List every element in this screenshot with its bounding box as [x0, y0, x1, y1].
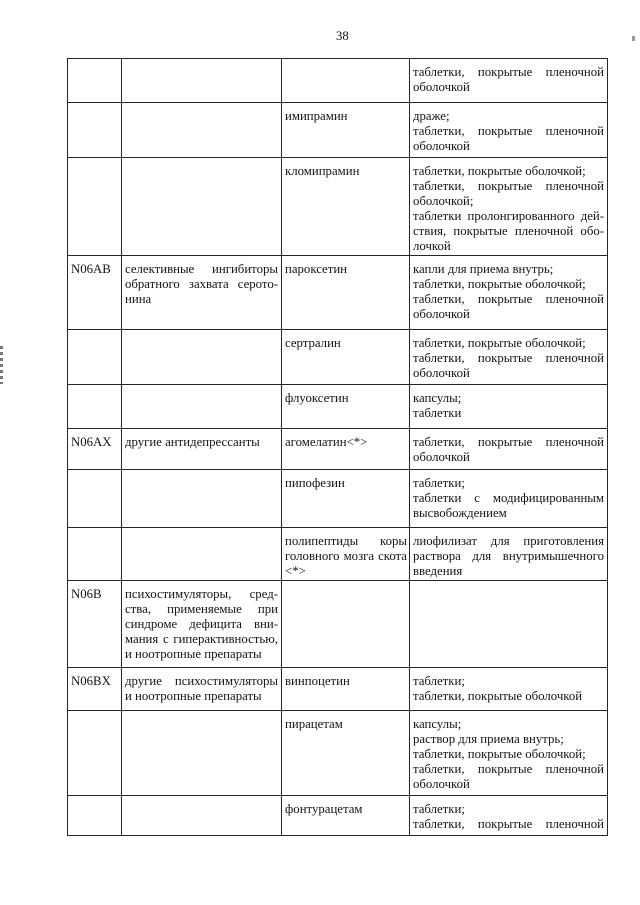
- dosage-forms-cell: [410, 256, 608, 330]
- drug-name-paragraph: [285, 674, 407, 689]
- group-name-cell: [122, 103, 282, 158]
- dosage-forms-paragraph: [413, 65, 604, 95]
- dosage-forms-paragraph: [413, 351, 604, 381]
- drug-name-text-line: пипофезин: [285, 476, 345, 490]
- dosage-forms-cell: [410, 103, 608, 158]
- atc-code-paragraph: [71, 435, 118, 450]
- dosage-forms-text-line: таблетки, покрытые пленочной: [413, 123, 604, 138]
- drug-table: [67, 58, 608, 836]
- dosage-forms-text-line: таблетки, покрытые пленочной: [413, 761, 604, 776]
- drug-name-text-line: кломипрамин: [285, 164, 360, 178]
- dosage-forms-text-line: таблетки, покрытые оболочкой;: [413, 164, 586, 178]
- drug-name-paragraph: [285, 109, 407, 124]
- table-row: [68, 429, 608, 470]
- drug-name-paragraph: [285, 391, 407, 406]
- atc-code-cell: [68, 796, 122, 836]
- dosage-forms-paragraph: [413, 689, 604, 704]
- atc-code-cell: [68, 528, 122, 581]
- drug-name-cell: [282, 668, 410, 711]
- dosage-forms-text-line: таблетки, покрытые пленочной: [413, 350, 604, 365]
- dosage-forms-paragraph: [413, 674, 604, 689]
- dosage-forms-text-line: таблетки, покрытые оболочкой: [413, 688, 583, 703]
- dosage-forms-paragraph: [413, 435, 604, 465]
- dosage-forms-text-line: таблетки пролонгированного дей-: [413, 208, 604, 223]
- table-row: [68, 59, 608, 103]
- table-body: [68, 59, 608, 836]
- drug-name-paragraph: [285, 476, 407, 491]
- group-name-cell: [122, 668, 282, 711]
- dosage-forms-text-line: драже;: [413, 109, 450, 123]
- dosage-forms-text-line: введения: [413, 563, 463, 578]
- dosage-forms-paragraph: [413, 124, 604, 154]
- table-row: [68, 711, 608, 796]
- dosage-forms-paragraph: [413, 747, 604, 762]
- drug-name-cell: [282, 528, 410, 581]
- dosage-forms-text-line: таблетки, покрытые оболочкой;: [413, 336, 586, 350]
- dosage-forms-text-line: таблетки, покрытые оболочкой;: [413, 276, 586, 291]
- dosage-forms-cell: [410, 158, 608, 256]
- table-row: [68, 103, 608, 158]
- atc-code-cell: [68, 429, 122, 470]
- dosage-forms-paragraph: [413, 802, 604, 817]
- dosage-forms-cell: [410, 59, 608, 103]
- dosage-forms-paragraph: [413, 762, 604, 792]
- group-name-cell: [122, 470, 282, 528]
- dosage-forms-text-line: раствор для приема внутрь;: [413, 731, 564, 746]
- drug-name-paragraph: [285, 435, 407, 450]
- drug-name-paragraph: [285, 164, 407, 179]
- dosage-forms-text-line: оболочкой;: [413, 193, 474, 208]
- atc-code-cell: [68, 256, 122, 330]
- dosage-forms-text-line: таблетки;: [413, 674, 465, 688]
- group-name-paragraph: [125, 674, 278, 704]
- dosage-forms-cell: [410, 330, 608, 385]
- group-name-cell: [122, 256, 282, 330]
- dosage-forms-cell: [410, 470, 608, 528]
- drug-name-cell: [282, 796, 410, 836]
- drug-name-cell: [282, 158, 410, 256]
- drug-name-cell: [282, 59, 410, 103]
- table-row: [68, 581, 608, 668]
- drug-name-text-line: полипептиды коры: [285, 534, 407, 548]
- drug-name-text-line: <*>: [285, 563, 306, 578]
- table-row: [68, 330, 608, 385]
- drug-name-cell: [282, 330, 410, 385]
- group-name-paragraph: [125, 435, 278, 450]
- group-name-text-line: и ноотропные препараты: [125, 646, 262, 661]
- dosage-forms-text-line: капсулы;: [413, 391, 462, 405]
- table-row: [68, 668, 608, 711]
- dosage-forms-cell: [410, 429, 608, 470]
- atc-code-cell: [68, 330, 122, 385]
- drug-name-paragraph: [285, 534, 407, 579]
- drug-name-cell: [282, 429, 410, 470]
- drug-name-cell: [282, 103, 410, 158]
- dosage-forms-cell: [410, 385, 608, 429]
- group-name-cell: [122, 581, 282, 668]
- dosage-forms-paragraph: [413, 534, 604, 579]
- group-name-cell: [122, 528, 282, 581]
- group-name-paragraph: [125, 587, 278, 662]
- atc-code-cell: [68, 385, 122, 429]
- dosage-forms-cell: [410, 528, 608, 581]
- dosage-forms-paragraph: [413, 277, 604, 292]
- dosage-forms-paragraph: [413, 476, 604, 491]
- dosage-forms-paragraph: [413, 164, 604, 179]
- dosage-forms-paragraph: [413, 262, 604, 277]
- dosage-forms-text-line: таблетки, покрытые пленочной: [413, 178, 604, 193]
- dosage-forms-paragraph: [413, 179, 604, 209]
- drug-name-cell: [282, 256, 410, 330]
- atc-code-cell: [68, 103, 122, 158]
- group-name-text-line: синдроме дефицита вни-: [125, 616, 278, 631]
- group-name-text-line: обратного захвата серото-: [125, 276, 278, 291]
- group-name-cell: [122, 429, 282, 470]
- dosage-forms-text-line: лочкой: [413, 238, 451, 253]
- dosage-forms-text-line: таблетки с модифицированным: [413, 490, 604, 505]
- dosage-forms-paragraph: [413, 292, 604, 322]
- drug-name-paragraph: [285, 262, 407, 277]
- dosage-forms-text-line: капсулы;: [413, 717, 462, 731]
- group-name-cell: [122, 385, 282, 429]
- drug-name-cell: [282, 385, 410, 429]
- atc-code-cell: [68, 59, 122, 103]
- dosage-forms-text-line: оболочкой: [413, 776, 470, 791]
- drug-name-cell: [282, 581, 410, 668]
- dosage-forms-paragraph: [413, 491, 604, 521]
- atc-code-paragraph: [71, 262, 118, 277]
- drug-name-text-line: пирацетам: [285, 717, 343, 731]
- drug-name-text-line: флуоксетин: [285, 391, 349, 405]
- drug-name-text-line: имипрамин: [285, 109, 348, 123]
- table-row: [68, 796, 608, 836]
- dosage-forms-paragraph: [413, 817, 604, 832]
- drug-name-paragraph: [285, 717, 407, 732]
- atc-code-cell: [68, 470, 122, 528]
- dosage-forms-text-line: капли для приема внутрь;: [413, 262, 554, 276]
- page-number: 38: [336, 29, 349, 43]
- scan-artifact: [0, 346, 3, 384]
- dosage-forms-text-line: оболочкой: [413, 138, 470, 153]
- group-name-cell: [122, 158, 282, 256]
- dosage-forms-cell: [410, 581, 608, 668]
- atc-code-cell: [68, 668, 122, 711]
- drug-name-cell: [282, 470, 410, 528]
- atc-code-text-line: N06AB: [71, 262, 111, 276]
- drug-name-paragraph: [285, 336, 407, 351]
- table-row: [68, 528, 608, 581]
- drug-name-text-line: сертралин: [285, 336, 341, 350]
- dosage-forms-paragraph: [413, 209, 604, 254]
- dosage-forms-text-line: таблетки;: [413, 476, 465, 490]
- table-row: [68, 470, 608, 528]
- table-row: [68, 385, 608, 429]
- dosage-forms-text-line: таблетки;: [413, 802, 465, 816]
- dosage-forms-paragraph: [413, 336, 604, 351]
- group-name-paragraph: [125, 262, 278, 307]
- atc-code-paragraph: [71, 674, 118, 689]
- drug-name-text-line: агомелатин<*>: [285, 435, 368, 449]
- table-row: [68, 256, 608, 330]
- group-name-text-line: селективные ингибиторы: [125, 262, 278, 276]
- dosage-forms-text-line: таблетки, покрытые пленочной: [413, 816, 604, 831]
- dosage-forms-text-line: таблетки: [413, 405, 462, 420]
- group-name-text-line: и ноотропные препараты: [125, 688, 262, 703]
- dosage-forms-paragraph: [413, 109, 604, 124]
- drug-name-cell: [282, 711, 410, 796]
- atc-code-text-line: N06AX: [71, 435, 112, 449]
- atc-code-cell: [68, 158, 122, 256]
- dosage-forms-text-line: таблетки, покрытые оболочкой;: [413, 746, 586, 761]
- drug-name-text-line: фонтурацетам: [285, 802, 363, 816]
- group-name-text-line: мания с гиперактивностью,: [125, 631, 278, 646]
- drug-name-paragraph: [285, 802, 407, 817]
- dosage-forms-text-line: оболочкой: [413, 365, 470, 380]
- group-name-text-line: нина: [125, 291, 152, 306]
- atc-code-cell: [68, 711, 122, 796]
- atc-code-text-line: N06BX: [71, 674, 111, 688]
- group-name-text-line: другие антидепрессанты: [125, 435, 260, 449]
- dosage-forms-paragraph: [413, 732, 604, 747]
- dosage-forms-cell: [410, 668, 608, 711]
- dosage-forms-text-line: оболочкой: [413, 306, 470, 321]
- group-name-cell: [122, 711, 282, 796]
- drug-name-text-line: пароксетин: [285, 262, 348, 276]
- dosage-forms-text-line: ствия, покрытые пленочной обо-: [413, 223, 604, 238]
- dosage-forms-text-line: оболочкой: [413, 79, 470, 94]
- group-name-cell: [122, 330, 282, 385]
- table-row: [68, 158, 608, 256]
- dosage-forms-text-line: раствора для внутримышечного: [413, 548, 604, 563]
- drug-name-text-line: головного мозга скота: [285, 548, 407, 563]
- dosage-forms-text-line: высвобождением: [413, 505, 507, 520]
- dosage-forms-paragraph: [413, 406, 604, 421]
- group-name-text-line: другие психостимуляторы: [125, 674, 278, 688]
- atc-code-text-line: N06B: [71, 587, 102, 601]
- dosage-forms-text-line: таблетки, покрытые пленочной: [413, 291, 604, 306]
- dosage-forms-text-line: таблетки, покрытые пленочной: [413, 65, 604, 79]
- dosage-forms-text-line: оболочкой: [413, 449, 470, 464]
- group-name-cell: [122, 59, 282, 103]
- atc-code-cell: [68, 581, 122, 668]
- group-name-text-line: психостимуляторы, сред-: [125, 587, 278, 601]
- scan-artifact: [632, 36, 635, 41]
- dosage-forms-text-line: лиофилизат для приготовления: [413, 534, 604, 548]
- dosage-forms-text-line: таблетки, покрытые пленочной: [413, 435, 604, 449]
- dosage-forms-cell: [410, 711, 608, 796]
- group-name-text-line: ства, применяемые при: [125, 601, 278, 616]
- atc-code-paragraph: [71, 587, 118, 602]
- dosage-forms-cell: [410, 796, 608, 836]
- group-name-cell: [122, 796, 282, 836]
- drug-name-text-line: винпоцетин: [285, 674, 350, 688]
- dosage-forms-paragraph: [413, 391, 604, 406]
- dosage-forms-paragraph: [413, 717, 604, 732]
